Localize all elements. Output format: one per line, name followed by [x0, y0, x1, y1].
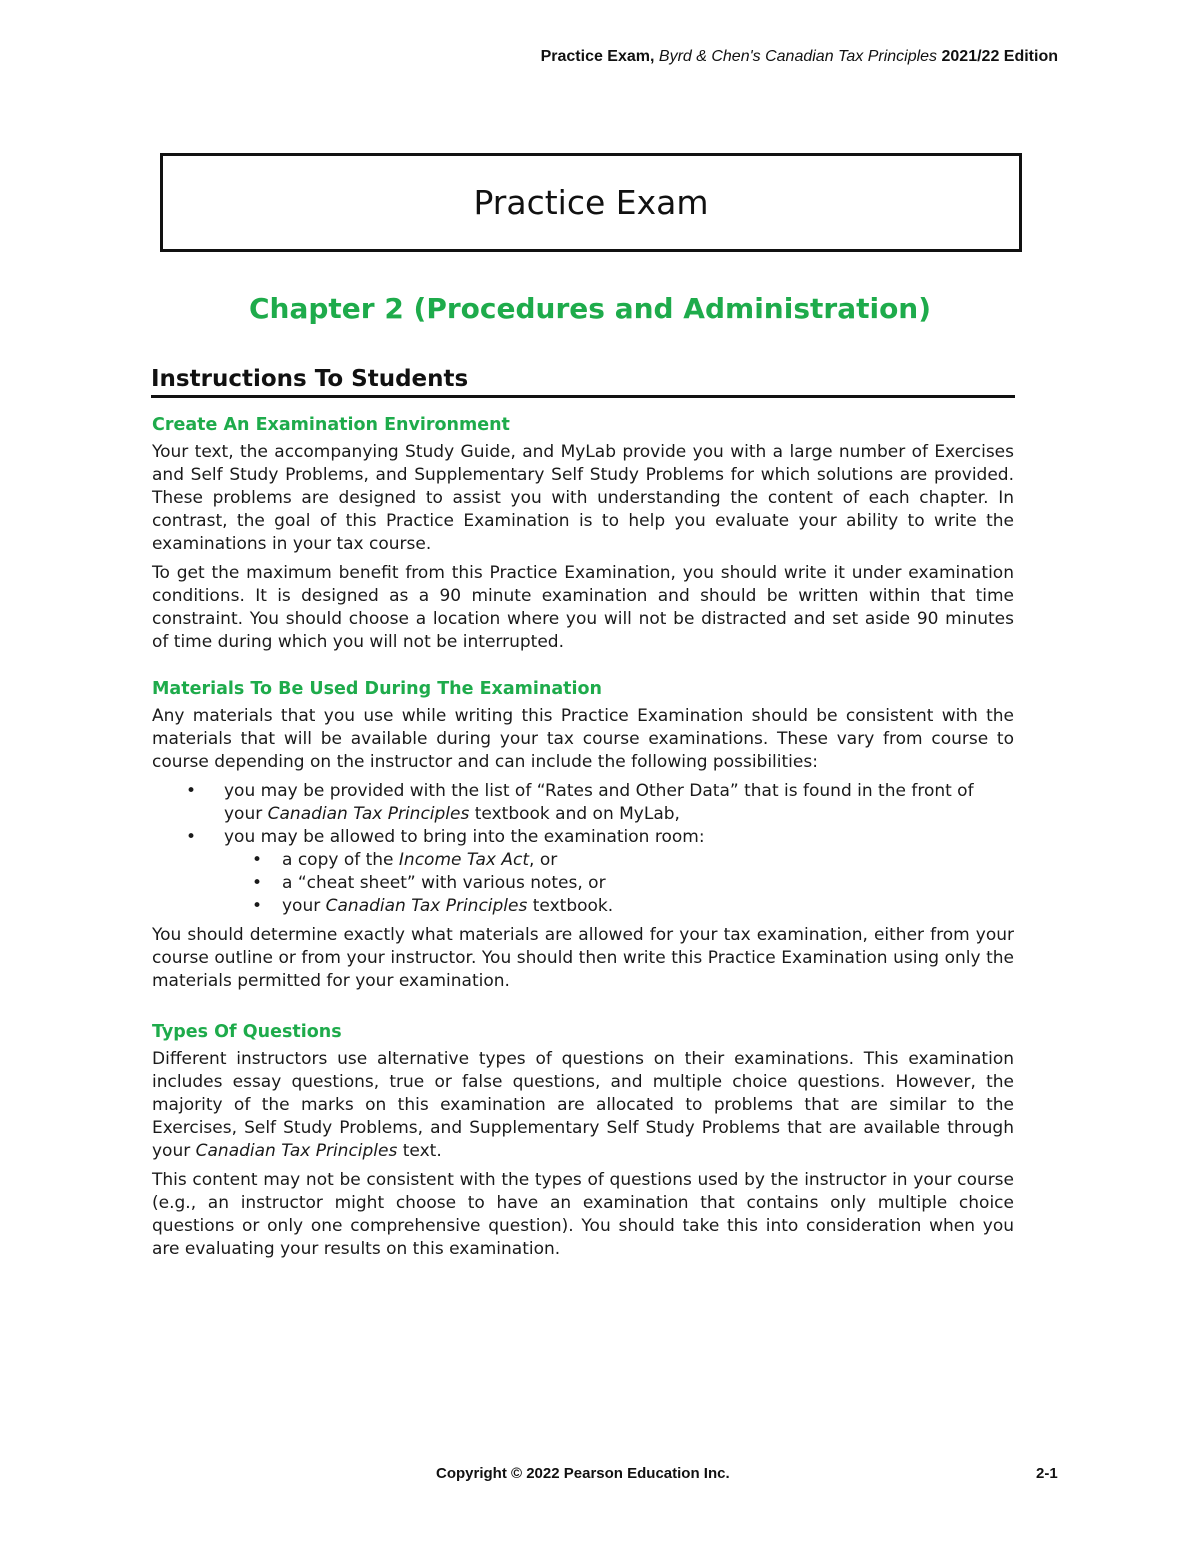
heading-materials: Materials To Be Used During The Examination	[152, 679, 602, 699]
book-title: Canadian Tax Principles	[195, 1141, 398, 1161]
list-item	[224, 826, 1014, 918]
page-title-box	[160, 153, 1022, 252]
book-title: Canadian Tax Principles	[267, 804, 470, 824]
sub-list-item: • a “cheat sheet” with various notes, or	[282, 872, 1014, 895]
paragraph: You should determine exactly what materials are allowed for your tax examination, either from your course outline or from your instructor. You should then write this Practice Examination using only the materials permitted for your examination.	[152, 925, 1014, 991]
materials-list	[152, 780, 1014, 918]
header-prefix: Practice Exam,	[540, 48, 659, 65]
section-title: Instructions To Students	[151, 366, 1015, 398]
act-title: Income Tax Act	[398, 850, 530, 870]
running-header	[541, 48, 1058, 66]
sub-list	[224, 849, 1014, 918]
text: you may be provided with the list of “Rates and Other Data” that is found in the front of your	[224, 781, 974, 824]
list-item	[224, 780, 1014, 826]
chapter-title: Chapter 2 (Procedures and Administration)	[248, 292, 932, 325]
paragraph: Any materials that you use while writing this Practice Examination should be consistent with the materials that will be available during your tax course examinations. These vary from course to course depending on the instructor and can include the following possibilities:	[152, 706, 1014, 772]
header-book-title: Byrd & Chen's Canadian Tax Principles	[658, 48, 938, 65]
page-number: 2-1	[1036, 1465, 1058, 1482]
header-edition: 2021/22 Edition	[937, 48, 1058, 65]
paragraph	[152, 1048, 1014, 1163]
text: your	[282, 896, 326, 916]
sub-list-item	[282, 849, 1014, 872]
book-title: Canadian Tax Principles	[325, 896, 528, 916]
main-content	[152, 414, 1014, 1267]
heading-question-types: Types Of Questions	[152, 1022, 342, 1042]
paragraph: To get the maximum benefit from this Practice Examination, you should write it under examination conditions. It is designed as a 90 minute examination and should be written within that time constraint. You should choose a location where you will not be distracted and set aside 90 minutes of time during which you will not be interrupted.	[152, 563, 1014, 652]
paragraph: This content may not be consistent with the types of questions used by the instructor in your course (e.g., an instructor might choose to have an examination that contains only multiple choice questions or only one comprehensive question). You should take this into consideration when you are evaluating your results on this examination.	[152, 1170, 1014, 1259]
text: you may be allowed to bring into the examination room:	[224, 827, 705, 847]
text: text.	[397, 1141, 442, 1161]
copyright-notice: Copyright © 2022 Pearson Education Inc.	[436, 1465, 730, 1482]
paragraph: Your text, the accompanying Study Guide, and MyLab provide you with a large number of Exercises and Self Study Problems, and Supplementary Self Study Problems for which solutions are provided. These problems are designed to assist you with understanding the content of each chapter. In contrast, the goal of this Practice Examination is to help you evaluate your ability to write the examinations in your tax course.	[152, 442, 1014, 554]
text: Different instructors use alternative types of questions on their examinations. This examination includes essay questions, true or false questions, and multiple choice questions. However, the majority of the marks on this examination are allocated to problems that are similar to the Exercises, Self Study Problems, and Supplementary Self Study Problems that are available through your	[152, 1049, 1014, 1161]
text: textbook.	[527, 896, 614, 916]
text: a copy of the	[282, 850, 399, 870]
text: textbook and on MyLab,	[469, 804, 680, 824]
heading-exam-environment: Create An Examination Environment	[152, 415, 510, 435]
text: , or	[529, 850, 558, 870]
sub-list-item	[282, 895, 1014, 918]
page-title: Practice Exam	[473, 183, 709, 222]
